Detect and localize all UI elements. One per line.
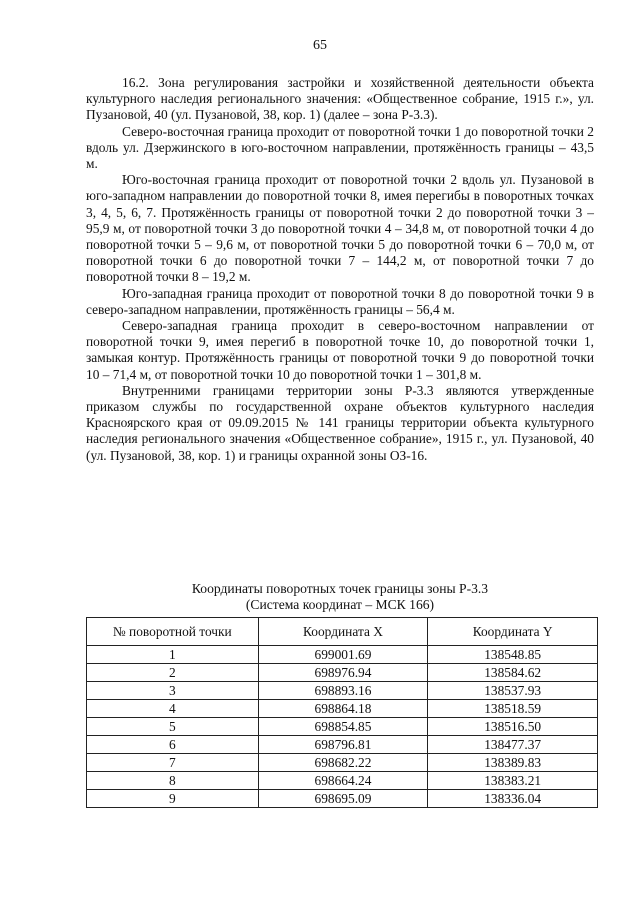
- table-caption: [86, 581, 594, 613]
- coordinate-x-cell: 698976.94: [258, 664, 428, 682]
- header-coordinate-x: Координата X: [258, 618, 428, 646]
- point-number-cell: 8: [87, 772, 259, 790]
- southwest-border-paragraph: Юго-западная граница проходит от поворотной точки 8 до поворотной точки 9 в северо-западном направлении, протяжённость границы – 56,4 м.: [86, 285, 594, 317]
- coordinate-y-cell: 138516.50: [428, 718, 598, 736]
- coordinate-x-cell: 698864.18: [258, 700, 428, 718]
- coordinate-x-cell: 698796.81: [258, 736, 428, 754]
- page-number: 65: [313, 38, 327, 53]
- coordinate-y-cell: 138477.37: [428, 736, 598, 754]
- point-number-cell: 2: [87, 664, 259, 682]
- table-row: [87, 754, 598, 772]
- coordinate-x-cell: 698893.16: [258, 682, 428, 700]
- coordinate-x-cell: 699001.69: [258, 646, 428, 664]
- northwest-border-paragraph: Северо-западная граница проходит в северо-восточном направлении от поворотной точки 9, имея перегиб в поворотной точке 10, до поворотной точки 1, замыкая контур. Протяжённость границы от поворотной точки 9 до поворотной точки 10 – 71,4 м, от поворотной точки 10 до поворотной точки 1 – 301,8 м.: [86, 318, 594, 382]
- table-row: [87, 790, 598, 808]
- point-number-cell: 3: [87, 682, 259, 700]
- section-heading-paragraph: 16.2. Зона регулирования застройки и хозяйственной деятельности объекта культурного наследия регионального значения: «Общественное собрание, 1915 г.», ул. Пузановой, 40 (ул. Пузановой, 38, кор. 1) (далее – зона Р-3.3).: [86, 75, 594, 123]
- table-caption-coordinate-system: (Система координат – МСК 166): [245, 597, 435, 613]
- coordinate-y-cell: 138537.93: [428, 682, 598, 700]
- coordinate-y-cell: 138584.62: [428, 664, 598, 682]
- point-number-cell: 9: [87, 790, 259, 808]
- point-number-cell: 1: [87, 646, 259, 664]
- point-number-cell: 7: [87, 754, 259, 772]
- table-row: [87, 664, 598, 682]
- table-row: [87, 646, 598, 664]
- coordinate-y-cell: 138383.21: [428, 772, 598, 790]
- table-row: [87, 772, 598, 790]
- coordinate-x-cell: 698682.22: [258, 754, 428, 772]
- table-caption-title: Координаты поворотных точек границы зоны Р-3.3: [191, 581, 489, 596]
- point-number-cell: 5: [87, 718, 259, 736]
- coordinate-y-cell: 138518.59: [428, 700, 598, 718]
- table-row: [87, 682, 598, 700]
- table-row: [87, 718, 598, 736]
- header-point-number: № поворотной точки: [87, 618, 259, 646]
- coordinate-y-cell: 138548.85: [428, 646, 598, 664]
- point-number-cell: 4: [87, 700, 259, 718]
- northeast-border-paragraph: Северо-восточная граница проходит от поворотной точки 1 до поворотной точки 2 вдоль ул. Дзержинского в юго-восточном направлении, протяжённость границы – 43,5 м.: [86, 123, 594, 172]
- coordinate-y-cell: 138336.04: [428, 790, 598, 808]
- coordinates-table: [86, 617, 598, 808]
- coordinate-y-cell: 138389.83: [428, 754, 598, 772]
- table-header-row: [87, 618, 598, 646]
- southeast-border-paragraph: Юго-восточная граница проходит от поворотной точки 2 вдоль ул. Пузановой в юго-западном направлении до поворотной точки 8, имея перегибы в поворотных точках 3, 4, 5, 6, 7. Протяжённость границы от поворотной точки 2 до поворотной точки 3 – 95,9 м, от поворотной точки 3 до поворотной точки 4 – 34,8 м, от поворотной точки 4 до поворотной точки 5 – 9,6 м, от поворотной точки 5 до поворотной точки 6 – 70,0 м, от поворотной точки 6 до поворотной точки 7 – 144,2 м, от поворотной точки 7 до поворотной точки 8 – 19,2 м.: [86, 172, 594, 285]
- coordinate-x-cell: 698695.09: [258, 790, 428, 808]
- coordinate-x-cell: 698664.24: [258, 772, 428, 790]
- point-number-cell: 6: [87, 736, 259, 754]
- table-row: [87, 700, 598, 718]
- coordinate-x-cell: 698854.85: [258, 718, 428, 736]
- table-row: [87, 736, 598, 754]
- document-body: [86, 75, 594, 464]
- header-coordinate-y: Координата Y: [428, 618, 598, 646]
- inner-borders-paragraph: Внутренними границами территории зоны Р-3.3 являются утвержденные приказом службы по государственной охране объектов культурного наследия Красноярского края от 09.09.2015 № 141 границы территории объекта культурного наследия регионального значения «Общественное собрание», 1915 г., ул. Пузановой, 40 (ул. Пузановой, 38, кор. 1) и границы охранной зоны ОЗ-16.: [86, 382, 594, 463]
